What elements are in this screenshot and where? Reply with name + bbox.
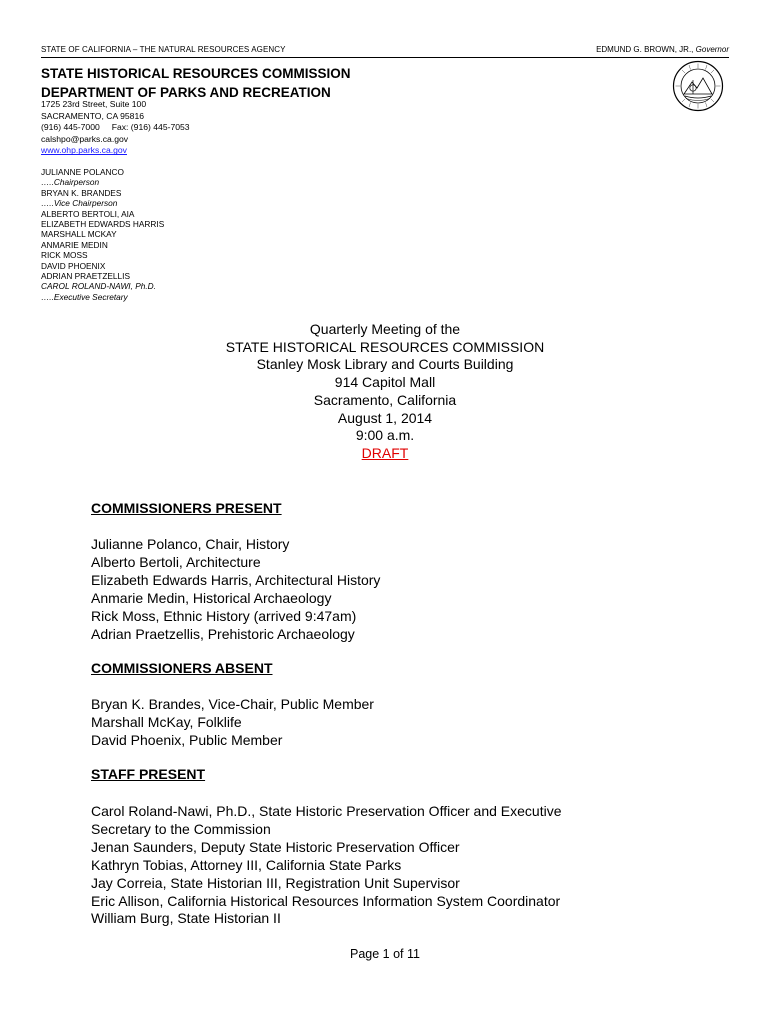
agency-header: STATE OF CALIFORNIA – THE NATURAL RESOURCES AGENCY [41, 45, 286, 54]
member-line: ADRIAN PRAETZELLIS [41, 271, 130, 282]
member-line: DAVID PHOENIX [41, 260, 106, 271]
list-item: Elizabeth Edwards Harris, Architectural History [91, 571, 381, 588]
organization-title [41, 64, 351, 102]
page-number: Page 1 of 11 [350, 947, 420, 961]
draft-status: DRAFT [361, 444, 409, 461]
member-line: CAROL ROLAND-NAWI, Ph.D. [41, 281, 156, 292]
address-block [41, 99, 190, 157]
list-item: Bryan K. Brandes, Vice-Chair, Public Member [91, 696, 374, 712]
list-item: Jenan Saunders, Deputy State Historic Preservation Officer [91, 838, 460, 855]
list-item: Carol Roland-Nawi, Ph.D., State Historic Preservation Officer and Executive [91, 803, 562, 819]
member-line: ALBERTO BERTOLI, AIA [41, 208, 135, 219]
meeting-time: 9:00 a.m. [355, 427, 415, 444]
address-street: 1725 23rd Street, Suite 100 [41, 99, 147, 109]
department-name: DEPARTMENT OF PARKS AND RECREATION [41, 85, 331, 100]
commission-members-list [41, 167, 164, 302]
governor-name: EDMUND G. BROWN, JR., [596, 45, 694, 54]
commissioners-present-list [91, 536, 380, 643]
list-item: William Burg, State Historian II [91, 910, 281, 927]
list-item: David Phoenix, Public Member [91, 731, 283, 748]
list-item: Eric Allison, California Historical Resources Information System Coordinator [91, 892, 561, 909]
list-item: Julianne Polanco, Chair, History [91, 536, 290, 552]
address-city: SACRAMENTO, CA 95816 [41, 110, 145, 121]
meeting-city: Sacramento, California [313, 391, 457, 408]
member-line: …..Vice Chairperson [41, 198, 118, 209]
member-line: …..Chairperson [41, 177, 100, 188]
commission-name: STATE HISTORICAL RESOURCES COMMISSION [41, 66, 351, 81]
list-item: Alberto Bertoli, Architecture [91, 553, 261, 570]
member-line: ELIZABETH EDWARDS HARRIS [41, 219, 165, 230]
list-item: Kathryn Tobias, Attorney III, California State Parks [91, 856, 402, 873]
member-line: JULIANNE POLANCO [41, 167, 124, 177]
list-item: Adrian Praetzellis, Prehistoric Archaeology [91, 625, 355, 642]
state-seal-icon [672, 60, 724, 112]
list-item: Marshall McKay, Folklife [91, 713, 242, 730]
meeting-commission: STATE HISTORICAL RESOURCES COMMISSION [225, 338, 545, 355]
member-line: …..Executive Secretary [41, 291, 128, 302]
address-email: calshpo@parks.ca.gov [41, 133, 129, 144]
meeting-date: August 1, 2014 [337, 409, 433, 426]
meeting-type: Quarterly Meeting of the [309, 321, 461, 337]
governor-header [596, 45, 729, 54]
meeting-info [0, 321, 770, 463]
commissioners-present-heading: COMMISSIONERS PRESENT [91, 500, 282, 516]
meeting-venue: Stanley Mosk Library and Courts Building [256, 356, 514, 373]
list-item: Rick Moss, Ethnic History (arrived 9:47am) [91, 607, 357, 624]
member-line: BRYAN K. BRANDES [41, 187, 122, 198]
list-item: Secretary to the Commission [91, 820, 271, 837]
commissioners-absent-heading: COMMISSIONERS ABSENT [91, 660, 273, 676]
website-link[interactable]: www.ohp.parks.ca.gov [41, 145, 127, 156]
staff-present-list [91, 803, 562, 928]
governor-title: Governor [695, 45, 729, 54]
commissioners-absent-list [91, 696, 374, 750]
staff-present-heading: STAFF PRESENT [91, 766, 206, 782]
address-phone: (916) 445-7000 Fax: (916) 445-7053 [41, 122, 190, 133]
member-line: RICK MOSS [41, 250, 88, 261]
member-line: ANMARIE MEDIN [41, 239, 108, 250]
header-divider [41, 57, 729, 58]
member-line: MARSHALL MCKAY [41, 229, 117, 240]
list-item: Jay Correia, State Historian III, Registration Unit Supervisor [91, 874, 460, 891]
meeting-street: 914 Capitol Mall [334, 374, 436, 391]
list-item: Anmarie Medin, Historical Archaeology [91, 589, 332, 606]
